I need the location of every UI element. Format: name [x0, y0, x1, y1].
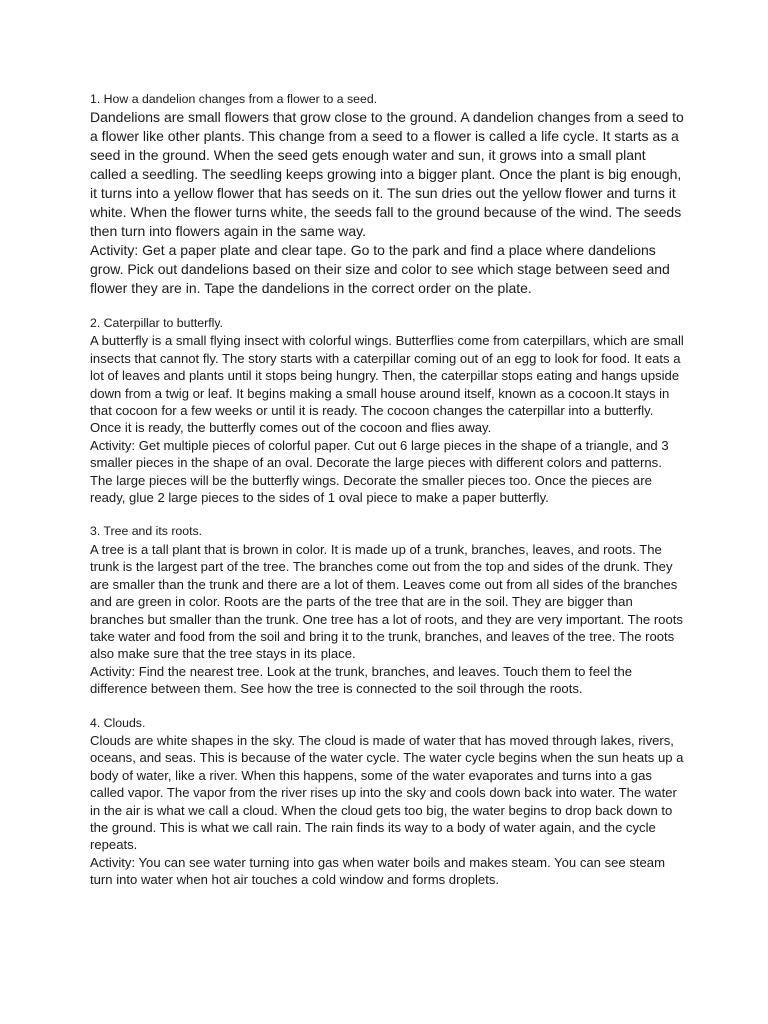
section-tree	[90, 523, 684, 697]
section-body: A butterfly is a small flying insect with colorful wings. Butterflies come from caterpillars, which are small insects that cannot fly. The story starts with a caterpillar coming out of an egg to look for food. It eats a lot of leaves and plants until it stops being hungry. Then, the caterpillar stops eating and hangs upside down from a twig or leaf. It begins making a small house around itself, known as a cocoon.It stays in that cocoon for a few weeks or until it is ready. The cocoon changes the caterpillar into a butterfly. Once it is ready, the butterfly comes out of the cocoon and flies away.	[90, 333, 684, 436]
section-clouds	[90, 715, 684, 889]
section-heading: 2. Caterpillar to butterfly.	[90, 316, 224, 330]
section-heading: 4. Clouds.	[90, 715, 146, 730]
section-body: Dandelions are small flowers that grow close to the ground. A dandelion changes from a seed to a flower like other plants. This change from a seed to a flower is called a life cycle. It starts as a seed in the ground. When the seed gets enough water and sun, it grows into a small plant called a seedling. The seedling keeps growing into a bigger plant. Once the plant is big enough, it turns into a yellow flower that has seeds on it. The sun dries out the yellow flower and turns it white. When the flower turns white, the seeds fall to the ground because of the wind. The seeds then turn into flowers again in the same way.	[90, 109, 684, 239]
section-activity: Activity: Find the nearest tree. Look at the trunk, branches, and leaves. Touch them to feel the difference between them. See how the tree is connected to the soil through the roots.	[90, 663, 633, 697]
section-body: Clouds are white shapes in the sky. The cloud is made of water that has moved through lakes, rivers, oceans, and seas. This is because of the water cycle. The water cycle begins when the sun heats up a body of water, like a river. When this happens, some of the water evaporates and turns into a gas called vapor. The vapor from the river rises up into the sky and cools down back into water. The water in the air is what we call a cloud. When the cloud gets too big, the water begins to drop back down to the ground. This is what we call rain. The rain finds its way to a body of water again, and the cycle repeats.	[90, 732, 684, 853]
section-heading: 1. How a dandelion changes from a flower to a seed.	[90, 92, 378, 106]
section-butterfly	[90, 315, 684, 506]
document-content	[90, 91, 684, 906]
section-heading: 3. Tree and its roots.	[90, 524, 203, 539]
section-activity: Activity: You can see water turning into gas when water boils and makes steam. You can see steam turn into water when hot air touches a cold window and forms droplets.	[90, 854, 665, 888]
section-dandelion	[90, 91, 684, 298]
section-body: A tree is a tall plant that is brown in color. It is made up of a trunk, branches, leaves, and roots. The trunk is the largest part of the tree. The branches come out from the top and sides of the drunk. They are smaller than the trunk and there are a lot of them. Leaves come out from all sides of the branches and are green in color. Roots are the parts of the tree that are in the soil. They are bigger than branches but smaller than the trunk. One tree has a lot of roots, and they are very important. The roots take water and food from the soil and bring it to the trunk, branches, and leaves of the tree. The roots also make sure that the tree stays in its place.	[90, 541, 683, 662]
section-activity: Activity: Get a paper plate and clear tape. Go to the park and find a place where dandelions grow. Pick out dandelions based on their size and color to see which stage between seed and flower they are in. Tape the dandelions in the correct order on the plate.	[90, 242, 670, 296]
section-activity: Activity: Get multiple pieces of colorful paper. Cut out 6 large pieces in the shape of a triangle, and 3 smaller pieces in the shape of an oval. Decorate the large pieces with different colors and patterns. The large pieces will be the butterfly wings. Decorate the smaller pieces too. Once the pieces are ready, glue 2 large pieces to the sides of 1 oval piece to make a paper butterfly.	[90, 437, 669, 506]
